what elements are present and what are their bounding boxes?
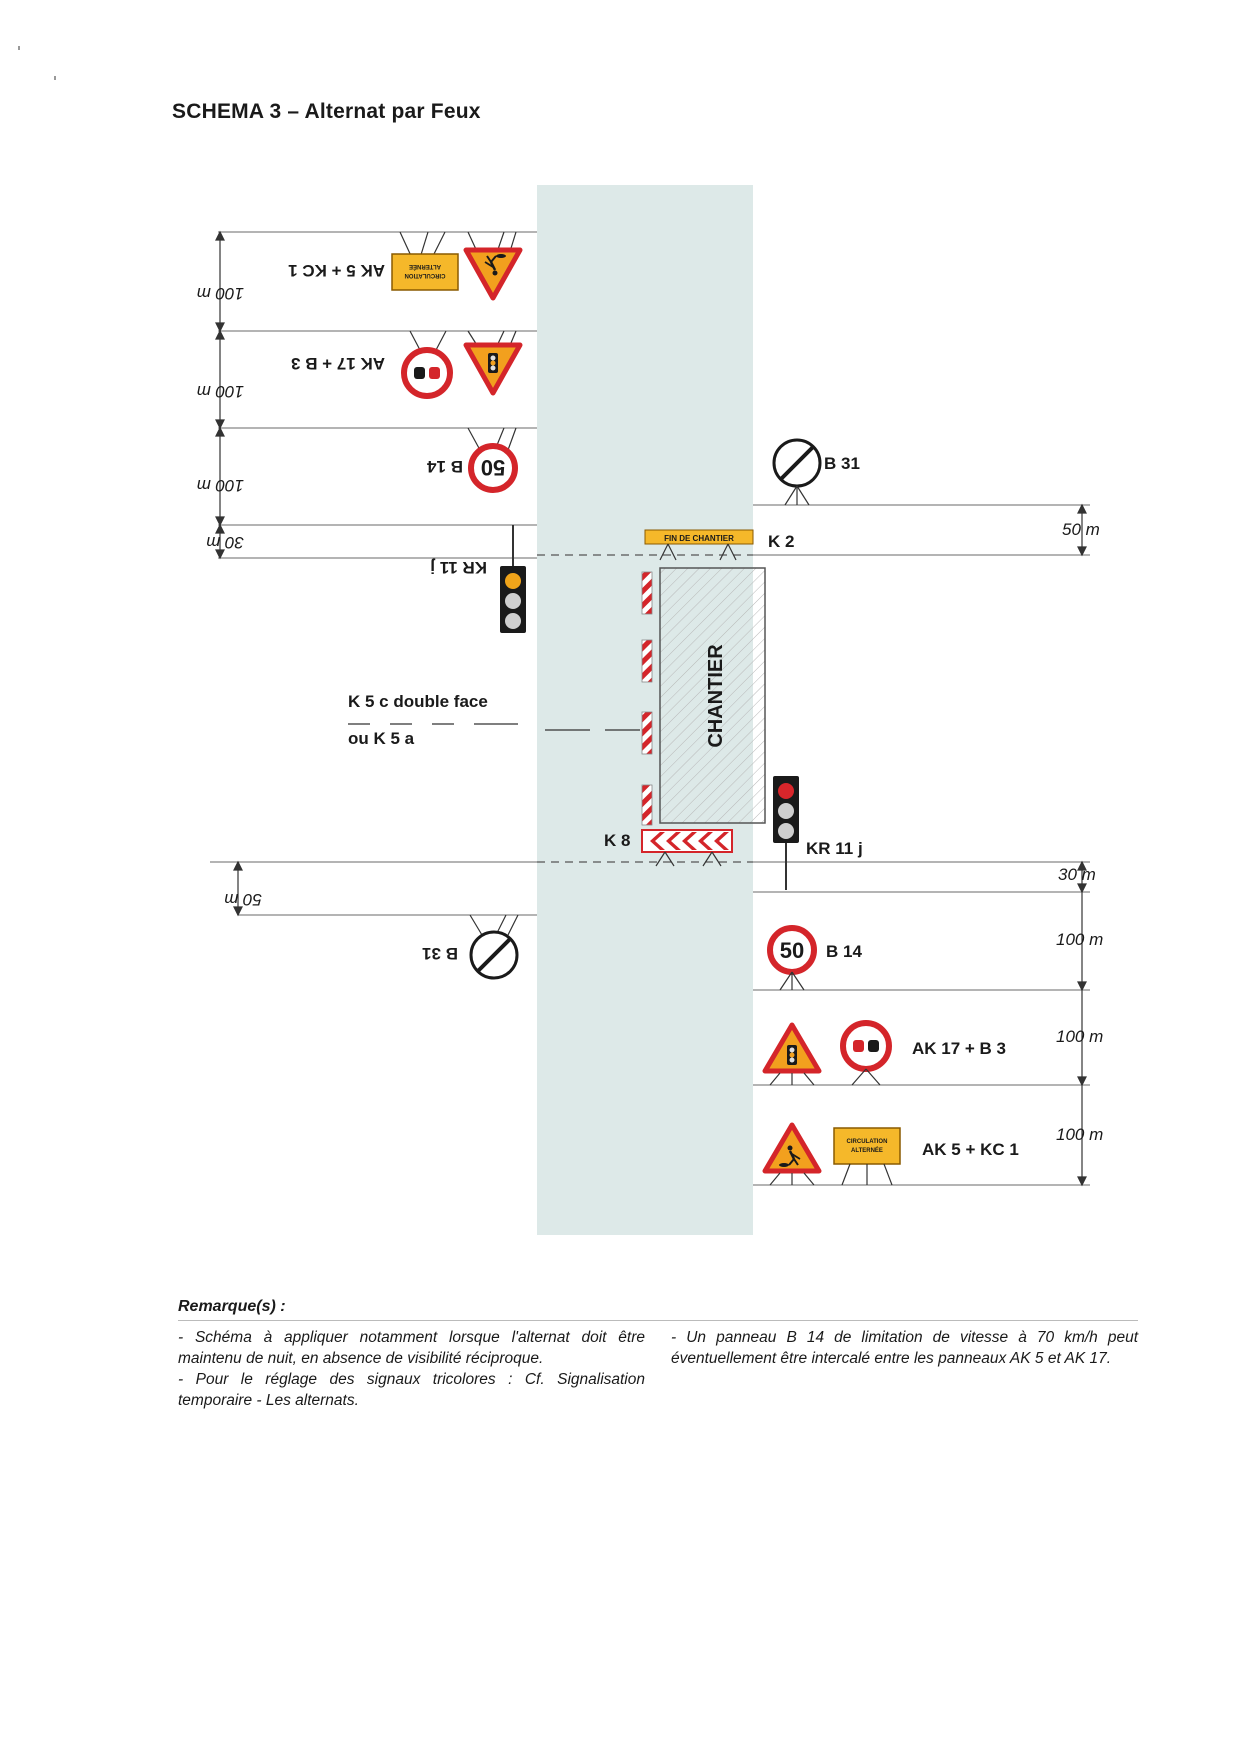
right-kr11j-label: KR 11 j	[806, 839, 863, 858]
left-traffic-light-amber	[505, 573, 521, 589]
right-traffic-light-middle	[778, 803, 794, 819]
left-ak5-kc1-sign-group	[288, 232, 520, 298]
left-b14-label: B 14	[427, 457, 463, 476]
remarks-columns	[178, 1320, 1138, 1411]
page-title: SCHEMA 3 – Alternat par Feux	[172, 100, 481, 123]
remarks-left-column	[178, 1327, 645, 1411]
right-b14-speed-value: 50	[779, 938, 805, 963]
left-b31-sign-group	[422, 915, 518, 978]
left-ak5-kc1-label: AK 5 + KC 1	[288, 261, 385, 280]
right-b14-sign-group	[770, 928, 862, 990]
work-zone-label: CHANTIER	[705, 644, 727, 748]
left-kc1-text-2: ALTERNÉE	[409, 263, 441, 269]
remarks-right-column	[671, 1327, 1138, 1411]
right-kc1-panel	[834, 1128, 900, 1164]
k5-post	[642, 640, 652, 682]
right-b14-label: B 14	[826, 942, 862, 961]
k5-post	[642, 785, 652, 825]
left-kc1-panel	[392, 254, 458, 290]
remark-item: - Pour le réglage des signaux tricolores : Cf. Signalisation temporaire - Les alternats.	[178, 1371, 645, 1409]
k5c-label-line2: ou K 5 a	[348, 729, 415, 748]
left-traffic-light-middle	[505, 593, 521, 609]
right-traffic-light-bottom	[778, 823, 794, 839]
right-traffic-light-red	[778, 783, 794, 799]
k5-post	[642, 712, 652, 754]
right-kc1-text-1: CIRCULATION	[846, 1139, 888, 1145]
right-distance-5: 100 m	[1056, 1125, 1104, 1144]
remark-item: - Un panneau B 14 de limitation de vitesse à 70 km/h peut éventuellement être intercalé entre les panneaux AK 5 et AK 17.	[671, 1329, 1138, 1367]
left-ak17-b3-label: AK 17 + B 3	[290, 354, 385, 373]
right-kc1-text-2: ALTERNÉE	[851, 1148, 883, 1154]
right-distance-2: 30 m	[1058, 865, 1096, 884]
right-guide-lines	[753, 505, 1090, 1185]
k2-panel-text: FIN DE CHANTIER	[664, 534, 734, 543]
left-dimension-arrows	[216, 232, 242, 915]
left-b14-sign-group	[427, 428, 516, 490]
left-distance-3: 100 m	[196, 476, 244, 495]
right-ak17-b3-sign-group	[765, 1023, 1006, 1085]
left-kr11j-group	[430, 525, 526, 633]
right-kr11j-group	[773, 776, 863, 890]
left-traffic-light-bottom	[505, 613, 521, 629]
right-dimension-arrows	[1078, 505, 1086, 1185]
left-b3-no-overtaking-icon	[404, 350, 450, 396]
right-distance-3: 100 m	[1056, 930, 1104, 949]
right-ak5-kc1-label: AK 5 + KC 1	[922, 1140, 1019, 1159]
k5c-label-line1: K 5 c double face	[348, 692, 488, 711]
left-b31-label: B 31	[422, 944, 458, 963]
left-distance-2: 100 m	[196, 382, 244, 401]
left-distance-5: 50 m	[224, 890, 262, 909]
right-distance-4: 100 m	[1056, 1027, 1104, 1046]
left-kc1-text-1: CIRCULATION	[404, 272, 446, 278]
right-b3-no-overtaking-icon	[843, 1023, 889, 1069]
right-ak17-b3-label: AK 17 + B 3	[912, 1039, 1007, 1058]
k8-label: K 8	[604, 831, 631, 850]
right-b31-label: B 31	[824, 454, 860, 473]
remark-item: - Schéma à appliquer notamment lorsque l'alternat doit être maintenu de nuit, en absence de visibilité réciproque.	[178, 1329, 645, 1367]
k5-post	[642, 572, 652, 614]
left-kr11j-label: KR 11 j	[430, 558, 487, 577]
left-distance-4: 30 m	[206, 533, 244, 552]
right-distance-1: 50 m	[1062, 520, 1100, 539]
k2-label: K 2	[768, 532, 795, 551]
remarks-section	[178, 1298, 1138, 1411]
right-ak5-kc1-sign-group	[765, 1125, 1019, 1185]
right-b31-sign-group	[774, 440, 860, 505]
left-ak17-b3-sign-group	[291, 331, 520, 396]
remarks-title: Remarque(s) :	[178, 1298, 286, 1315]
left-b14-speed-value: 50	[480, 455, 506, 480]
left-distance-1: 100 m	[196, 284, 244, 303]
